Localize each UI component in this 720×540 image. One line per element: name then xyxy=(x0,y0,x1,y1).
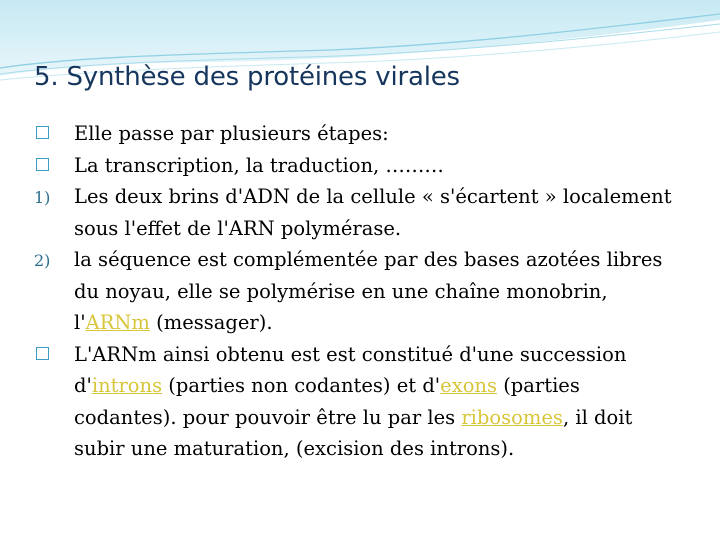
bullet-item xyxy=(34,118,684,150)
text-segment: (parties non codantes) et d' xyxy=(162,374,441,397)
numbered-item xyxy=(34,181,684,244)
bullet-text: Elle passe par plusieurs étapes: xyxy=(74,122,389,145)
square-bullet-icon xyxy=(34,339,74,465)
text-segment: , il doit subir une maturation, (excision des introns). xyxy=(74,405,633,460)
bullet-text xyxy=(74,339,684,465)
bullet-text xyxy=(74,244,684,339)
link-introns[interactable]: introns xyxy=(91,374,163,397)
numbered-item xyxy=(34,244,684,339)
bullet-text: La transcription, la traduction, ……… xyxy=(74,153,444,177)
text-segment: (parties codantes). pour pouvoir être lu par les xyxy=(74,374,580,429)
slide-title: 5. Synthèse des protéines virales xyxy=(34,62,460,92)
bullet-item xyxy=(34,339,684,465)
text-segment: L'ARNm ainsi obtenu est est constitué d'une succession d' xyxy=(74,342,627,397)
item-number: 1) xyxy=(34,188,51,207)
bullet-text: Les deux brins d'ADN de la cellule « s'écartent » localement sous l'effet de l'ARN polymérase. xyxy=(74,185,672,240)
text-segment: la séquence est complémentée par des bases azotées libres du noyau, elle se polymérise en une chaîne monobrin, l' xyxy=(74,248,663,334)
square-bullet-icon xyxy=(34,150,74,182)
link-exons[interactable]: exons xyxy=(440,374,497,397)
link-arnm[interactable]: ARNm xyxy=(85,311,150,334)
bullet-item xyxy=(34,150,684,182)
slide-body xyxy=(34,118,684,465)
link-ribosomes[interactable]: ribosomes xyxy=(461,405,563,429)
text-segment: (messager). xyxy=(149,311,273,334)
square-bullet-icon xyxy=(34,118,74,150)
header-wave-decoration xyxy=(0,0,720,120)
item-number: 2) xyxy=(34,251,51,270)
